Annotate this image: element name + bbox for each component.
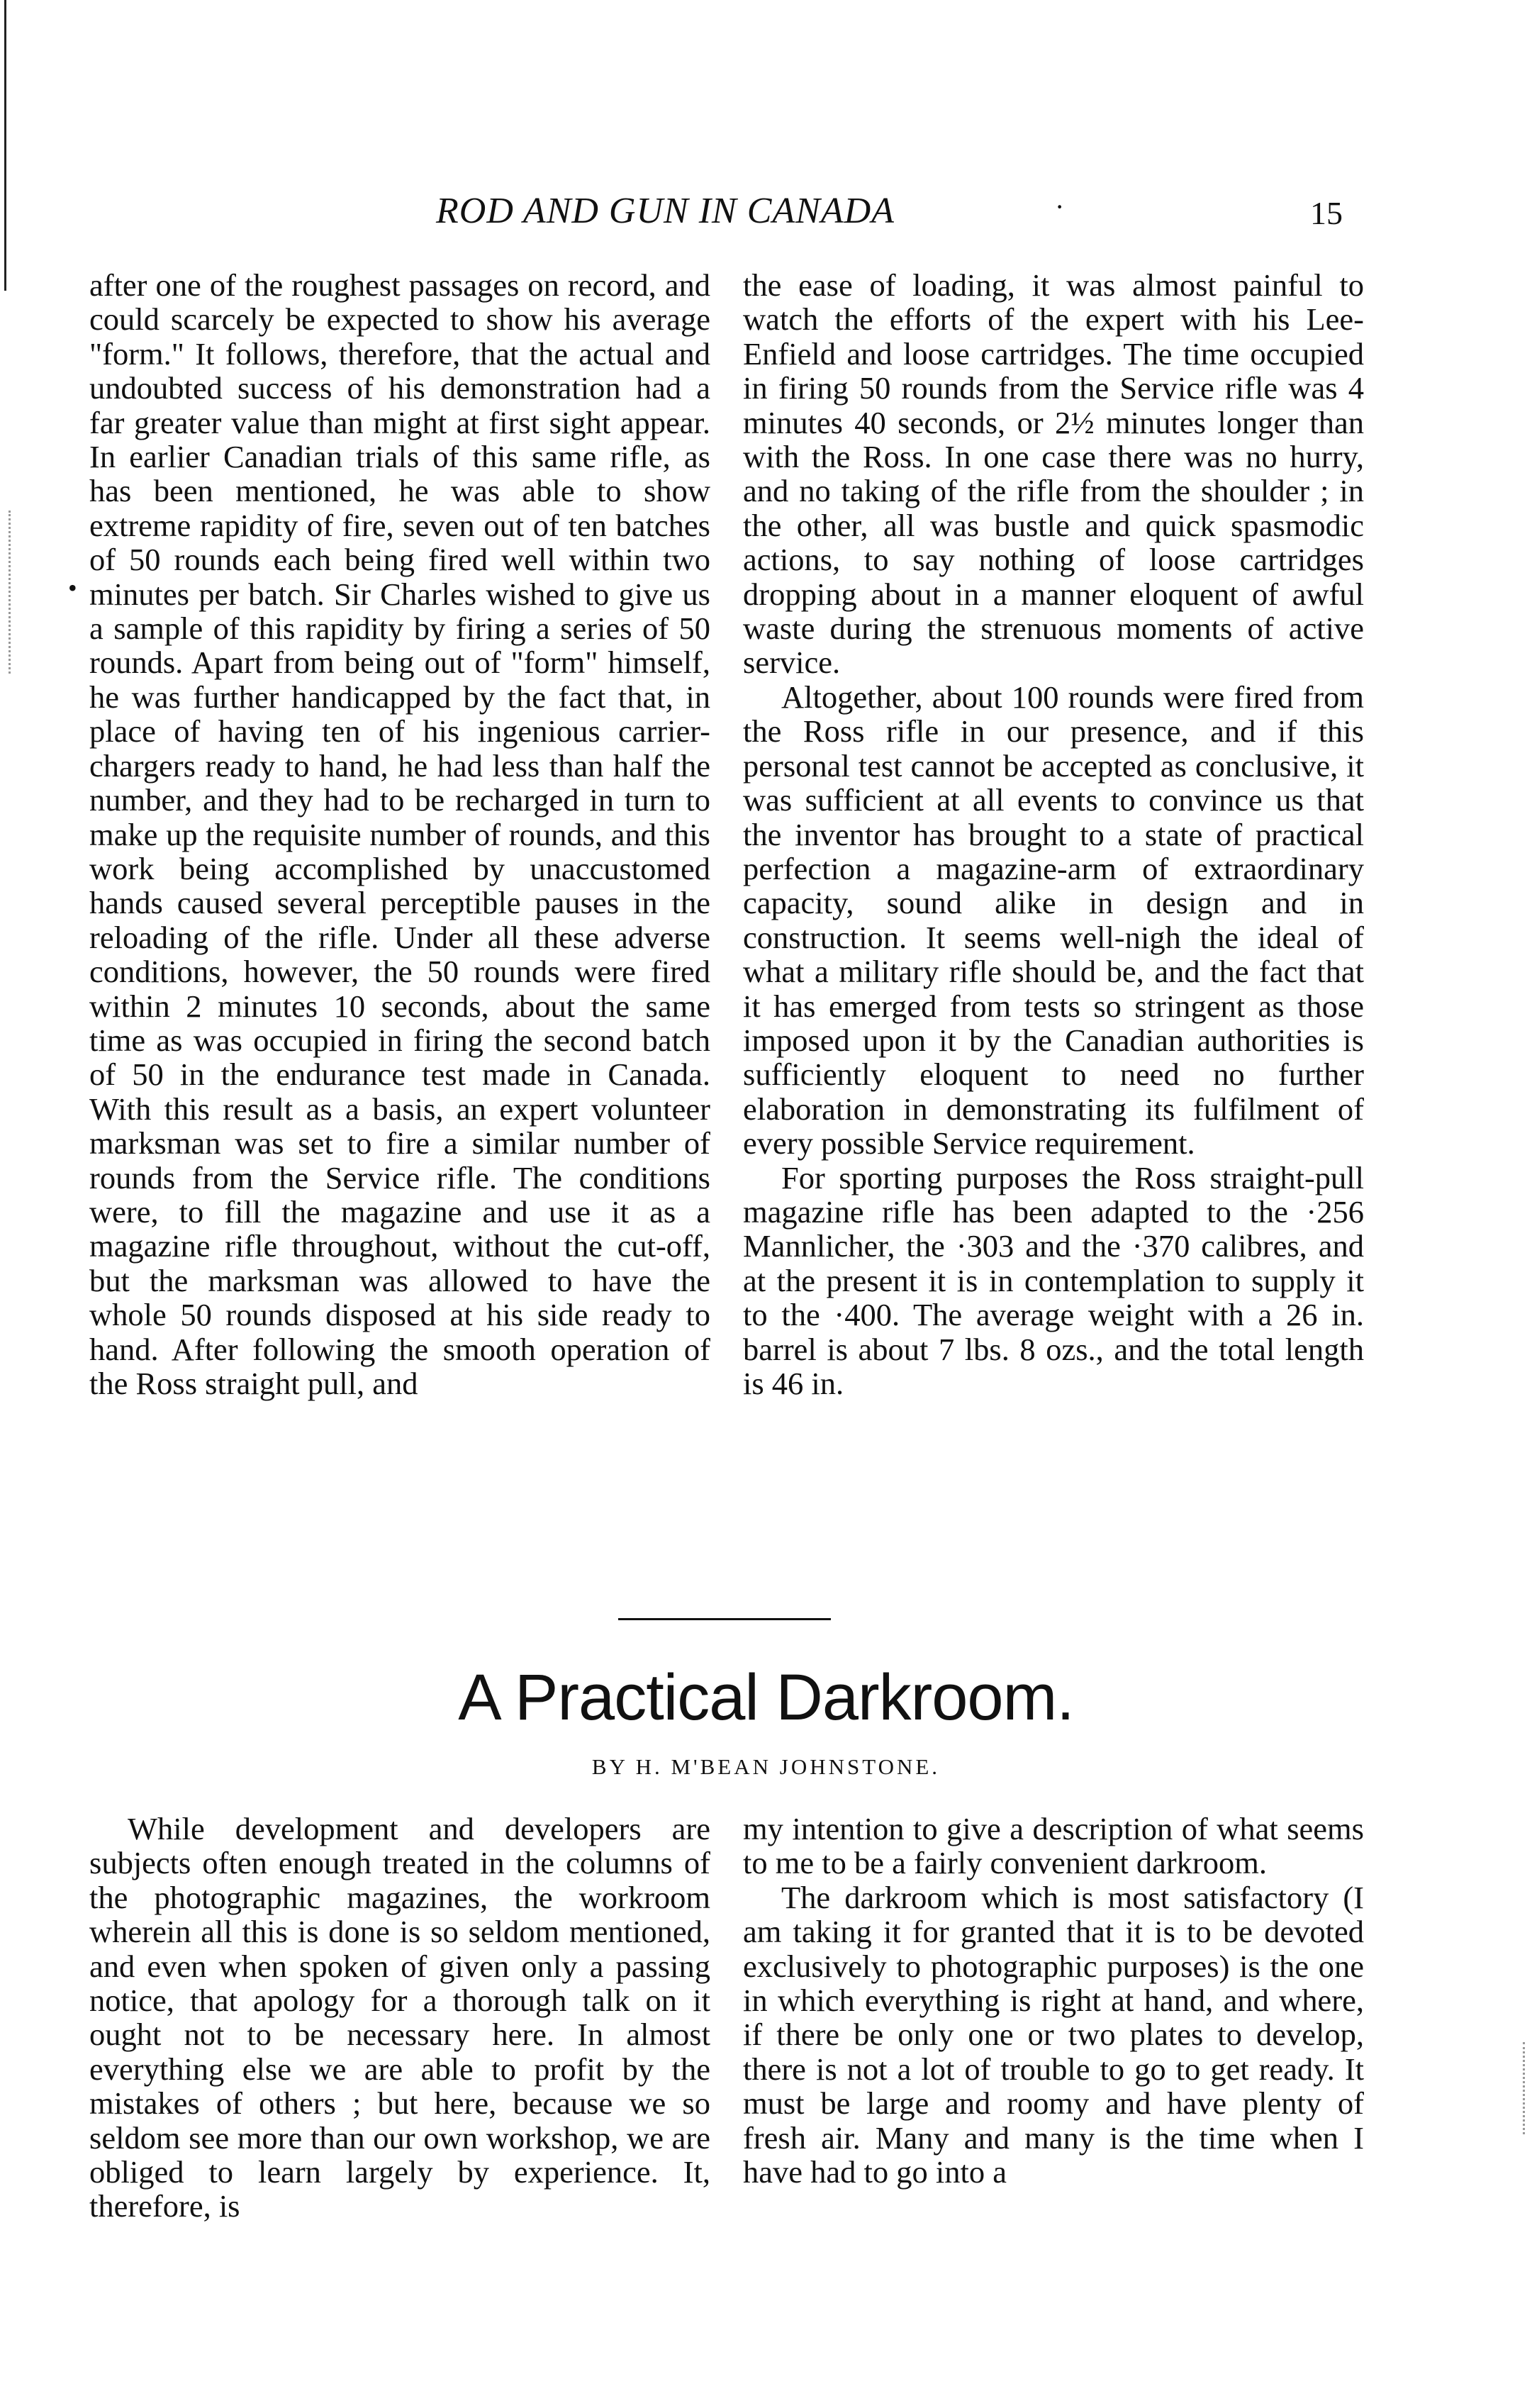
- article-title: A Practical Darkroom.: [458, 1661, 1074, 1734]
- running-head: [0, 190, 1532, 240]
- article-two-right-column: [743, 1812, 1364, 2189]
- scan-dots-left: [9, 511, 13, 674]
- paragraph: my intention to give a description of what seems to me to be a fairly convenient darkroom.: [743, 1811, 1364, 1881]
- paragraph: after one of the roughest passages on record, and could scarcely be expected to show his average "form." It follows, therefore, that the actual and undoubted success of his demonstration had a far greater value than might at first sight appear. In earlier Canadian trials of this same rifle, as has been mentioned, he was able to show extreme rapidity of fire, seven out of ten batches of 50 rounds each being fired well within two minutes per batch. Sir Charles wished to give us a sample of this rapidity by firing a series of 50 rounds. Apart from being out of "form" himself, he was further handicapped by the fact that, in place of having ten of his ingenious carrier-chargers ready to hand, he had less than half the number, and they had to be recharged in turn to make up the requisite number of rounds, and this work being accomplished by unaccustomed hands caused several perceptible pauses in the reloading of the rifle. Under all these adverse conditions, however, the 50 rounds were fired within 2 minutes 10 seconds, about the same time as was occupied in firing the second batch of 50 in the endurance test made in Canada. With this result as a basis, an expert volunteer marksman was set to fire a similar number of rounds from the Service rifle. The conditions were, to fill the magazine and use it as a magazine rifle throughout, without the cut-off, but the marksman was allowed to have the whole 50 rounds disposed at his side ready to hand. After following the smooth operation of the Ross straight pull, and: [89, 267, 710, 1401]
- article-one-right-column: [743, 268, 1364, 1400]
- page-number: 15: [1310, 195, 1343, 231]
- paragraph: the ease of loading, it was almost painful to watch the efforts of the expert with his Lee-Enfield and loose cartridges. The time occupied in firing 50 rounds from the Service rifle was 4 minutes 40 seconds, or 2½ minutes longer than with the Ross. In one case there was no hurry, and no taking of the rifle from the shoulder ; in the other, all was bustle and quick spasmodic actions, to say nothing of loose cartridges dropping about in a manner eloquent of awful waste during the strenuous moments of active service.: [743, 267, 1364, 681]
- margin-mark: •: [68, 574, 77, 602]
- article-byline: BY H. M'BEAN JOHNSTONE.: [591, 1754, 941, 1779]
- head-bullet: ·: [1055, 191, 1065, 223]
- paragraph: For sporting purposes the Ross straight-pull magazine rifle has been adapted to the ·256 Mannlicher, the ·303 and the ·370 calibres, and at the present it is in contemplation to supply it to the ·400. The average weight with a 26 in. barrel is about 7 lbs. 8 ozs., and the total length is 46 in.: [743, 1159, 1364, 1401]
- paragraph: The darkroom which is most satisfactory (I am taking it for granted that it is to be devoted exclusively to photographic purposes) is the one in which everything is right at hand, and where, if there be only one or two plates to develop, there is not a lot of trouble to go to get ready. It must be large and roomy and have plenty of fresh air. Many and many is the time when I have had to go into a: [743, 1879, 1364, 2190]
- paragraph: Altogether, about 100 rounds were fired from the Ross rifle in our presence, and if this personal test cannot be accepted as conclusive, it was sufficient at all events to convince us that the inventor has brought to a state of practical perfection a magazine-arm of extraordinary capacity, sound alike in design and in construction. It seems well-nigh the ideal of what a military rifle should be, and the fact that it has emerged from tests so stringent as those imposed upon it by the Canadian authorities is sufficiently eloquent to need no further elaboration in demonstrating its fulfilment of every possible Service requirement.: [743, 679, 1364, 1161]
- article-one-left-column: [89, 268, 710, 1400]
- section-divider: [618, 1618, 831, 1620]
- article-two-left-column: [89, 1812, 710, 2224]
- paragraph: While development and developers are subjects often enough treated in the columns of the photographic magazines, the workroom wherein all this is done is so seldom mentioned, and even when spoken of given only a passing notice, that apology for a thorough talk on it ought not to be necessary here. In almost everything else we are able to profit by the mistakes of others ; but here, because we so seldom see more than our own workshop, we are obliged to learn largely by experience. It, therefore, is: [89, 1811, 710, 2224]
- scan-edge-rule: [4, 0, 6, 291]
- journal-title: ROD AND GUN IN CANADA: [436, 191, 895, 231]
- scan-dots-right: [1523, 2042, 1527, 2134]
